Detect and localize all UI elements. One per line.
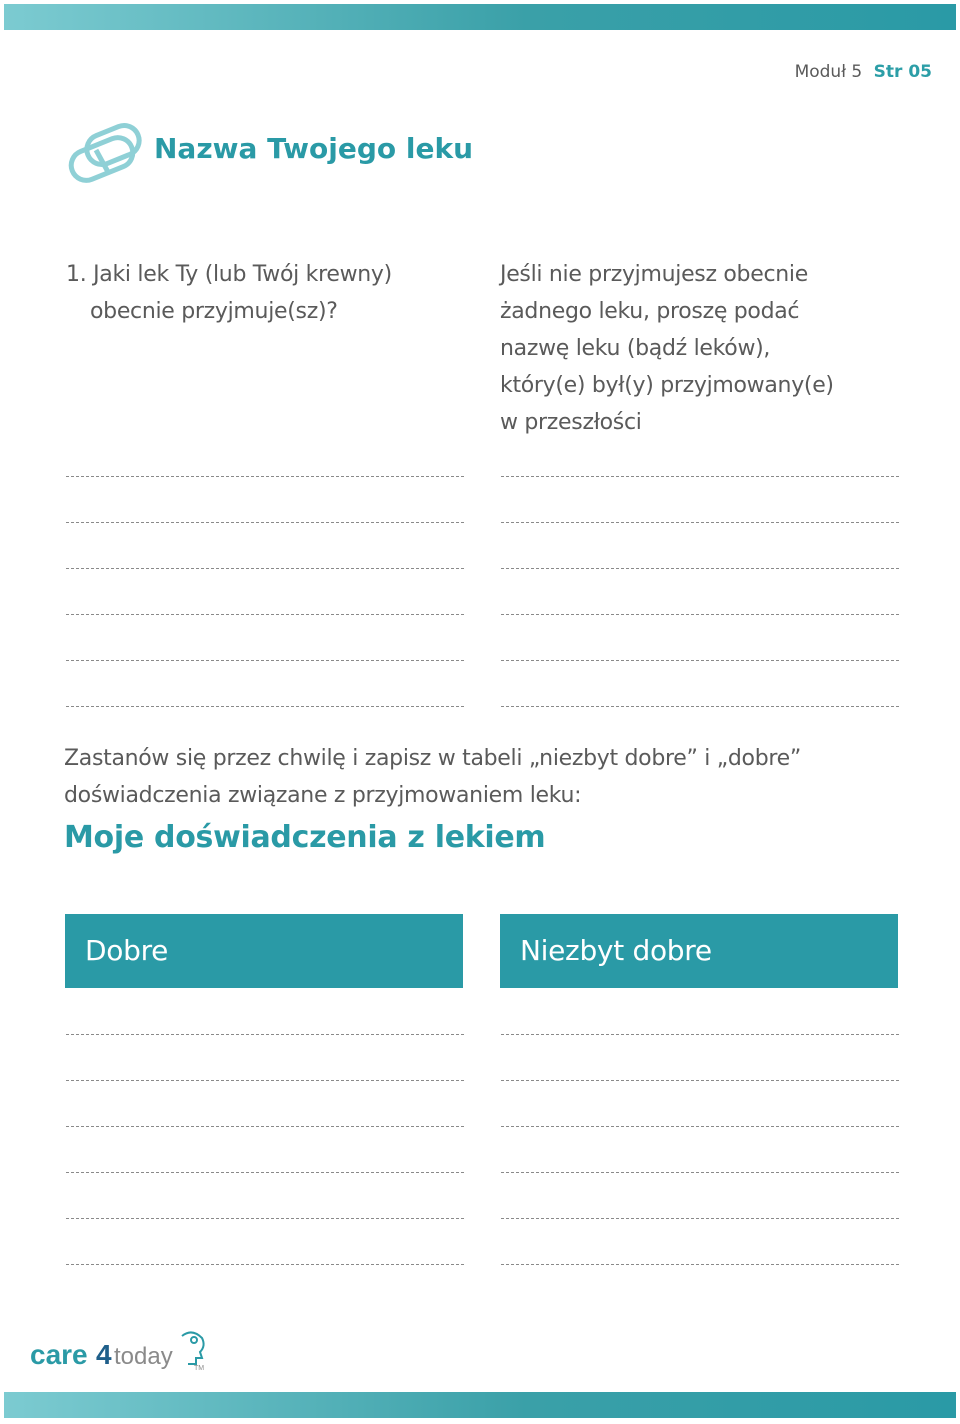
writing-line[interactable] [66, 1218, 464, 1219]
answer-lines-left[interactable] [66, 476, 464, 752]
good-column-header: Dobre [65, 914, 463, 988]
brand-head-icon [182, 1332, 204, 1364]
brand-name-care: care [30, 1339, 88, 1370]
writing-line[interactable] [501, 1264, 899, 1265]
not-good-column-header: Niezbyt dobre [500, 914, 898, 988]
writing-line[interactable] [501, 476, 899, 477]
instruction-line-1: Zastanów się przez chwilę i zapisz w tabeli „niezbyt dobre” i „dobre” [64, 746, 801, 771]
writing-line[interactable] [501, 660, 899, 661]
not-good-lines[interactable] [501, 1034, 899, 1310]
note-line-3: nazwę leku (bądź leków), [500, 336, 771, 361]
writing-line[interactable] [66, 1264, 464, 1265]
writing-line[interactable] [501, 1080, 899, 1081]
writing-line[interactable] [501, 522, 899, 523]
writing-line[interactable] [501, 1126, 899, 1127]
note-text [500, 256, 920, 441]
trademark-mark: TM [194, 1365, 205, 1372]
care4today-logo [30, 1326, 210, 1376]
writing-line[interactable] [66, 614, 464, 615]
note-line-4: który(e) był(y) przyjmowany(e) [500, 373, 834, 398]
writing-line[interactable] [501, 706, 899, 707]
page-reference [795, 62, 932, 82]
question-line-2: obecnie przyjmuje(sz)? [90, 299, 338, 324]
brand-name-today: today [114, 1343, 173, 1370]
page-title: Nazwa Twojego leku [154, 132, 474, 165]
note-line-1: Jeśli nie przyjmujesz obecnie [500, 262, 808, 287]
writing-line[interactable] [66, 1080, 464, 1081]
writing-line[interactable] [66, 476, 464, 477]
writing-line[interactable] [66, 1034, 464, 1035]
writing-line[interactable] [66, 706, 464, 707]
module-label: Moduł 5 [794, 62, 863, 82]
writing-line[interactable] [66, 568, 464, 569]
answer-lines-right[interactable] [501, 476, 899, 752]
writing-line[interactable] [501, 614, 899, 615]
bottom-accent-bar [4, 1392, 956, 1418]
note-line-2: żadnego leku, proszę podać [500, 299, 800, 324]
page-number: Str 05 [873, 62, 932, 82]
good-lines[interactable] [66, 1034, 464, 1310]
question-line-1: 1. Jaki lek Ty (lub Twój krewny) [66, 262, 392, 287]
brand-name-4: 4 [96, 1339, 112, 1370]
writing-line[interactable] [66, 660, 464, 661]
instruction-text [64, 740, 924, 814]
question-text [66, 256, 466, 330]
writing-line[interactable] [501, 1172, 899, 1173]
writing-line[interactable] [66, 522, 464, 523]
section-title: Moje doświadczenia z lekiem [64, 820, 546, 855]
writing-line[interactable] [501, 1218, 899, 1219]
writing-line[interactable] [501, 1034, 899, 1035]
note-line-5: w przeszłości [500, 410, 642, 435]
top-accent-bar [4, 4, 956, 30]
writing-line[interactable] [501, 568, 899, 569]
instruction-line-2: doświadczenia związane z przyjmowaniem leku: [64, 783, 582, 808]
writing-line[interactable] [66, 1172, 464, 1173]
pills-icon [64, 120, 148, 186]
writing-line[interactable] [66, 1126, 464, 1127]
